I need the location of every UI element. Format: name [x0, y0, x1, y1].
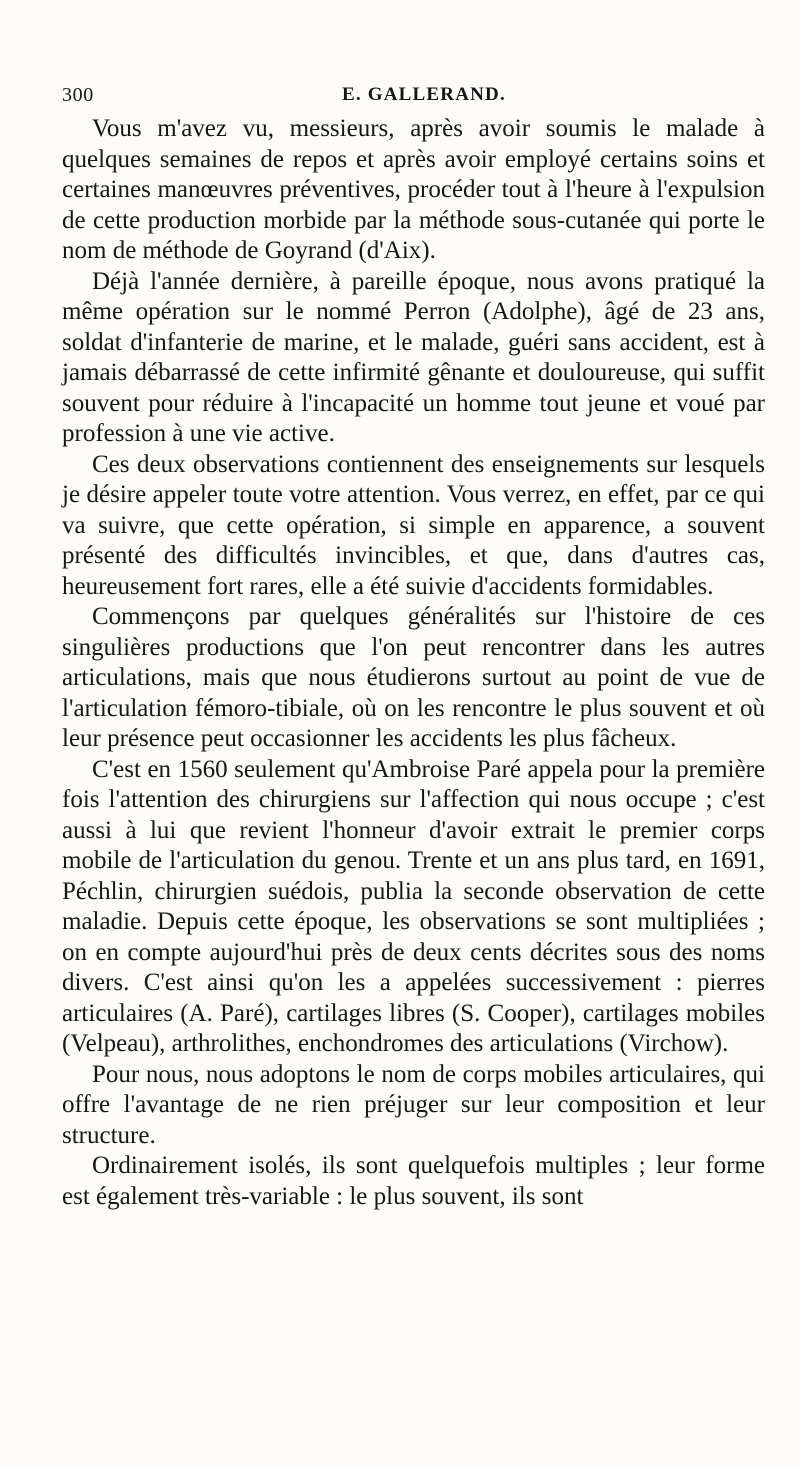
paragraph-6: Pour nous, nous adoptons le nom de corps mobiles articulaires, qui offre l'avantage de ne rien préjuger sur leur composition et leur structure.	[62, 1060, 765, 1149]
body-text	[62, 114, 765, 1212]
paragraph-5: C'est en 1560 seulement qu'Ambroise Paré appela pour la première fois l'attention des chirurgiens sur l'affection qui nous occupe ; c'est aussi à lui que revient l'honneur d'avoir extrait le premier corps mobile de l'articulation du genou. Trente et un ans plus tard, en 1691, Péchlin, chirurgien suédois, publia la seconde observation de cette maladie. Depuis cette époque, les observations se sont multipliées ; on en compte aujourd'hui près de deux cents décrites sous des noms divers. C'est ainsi qu'on les a appelées successivement : pierres articulaires (A. Paré), cartilages libres (S. Cooper), cartilages mobiles (Velpeau), arthrolithes, enchondromes des articulations (Virchow).	[62, 755, 765, 1057]
running-head	[62, 84, 760, 112]
page-number: 300	[62, 84, 94, 106]
paragraph-3: Ces deux observations contiennent des enseignements sur lesquels je désire appeler toute votre attention. Vous verrez, en effet, par ce qui va suivre, que cette opération, si simple en apparence, a souvent présenté des difficultés invincibles, et que, dans d'autres cas, heureusement fort rares, elle a été suivie d'accidents formidables.	[62, 450, 765, 600]
paragraph-4: Commençons par quelques généralités sur l'histoire de ces singulières productions que l'on peut rencontrer dans les autres articulations, mais que nous étudierons surtout au point de vue de l'articulation fémoro-tibiale, où on les rencontre le plus souvent et où leur présence peut occasionner les accidents les plus fâcheux.	[62, 603, 765, 752]
paragraph-7: Ordinairement isolés, ils sont quelquefois multiples ; leur forme est également très-variable : le plus souvent, ils sont	[62, 1152, 765, 1210]
paragraph-2: Déjà l'année dernière, à pareille époque, nous avons pratiqué la même opération sur le nommé Perron (Adolphe), âgé de 23 ans, soldat d'infanterie de marine, et le malade, guéri sans accident, est à jamais débarrassé de cette infirmité gênante et douloureuse, qui suffit souvent pour réduire à l'incapacité un homme tout jeune et voué par profession à une vie active.	[62, 267, 765, 447]
paragraph-1: Vous m'avez vu, messieurs, après avoir soumis le malade à quelques semaines de repos et après avoir employé certains soins et certaines manœuvres préventives, procéder tout à l'heure à l'expulsion de cette production morbide par la méthode sous-cutanée qui porte le nom de méthode de Goyrand (d'Aix).	[62, 115, 765, 264]
author-header: E. GALLERAND.	[342, 84, 506, 105]
